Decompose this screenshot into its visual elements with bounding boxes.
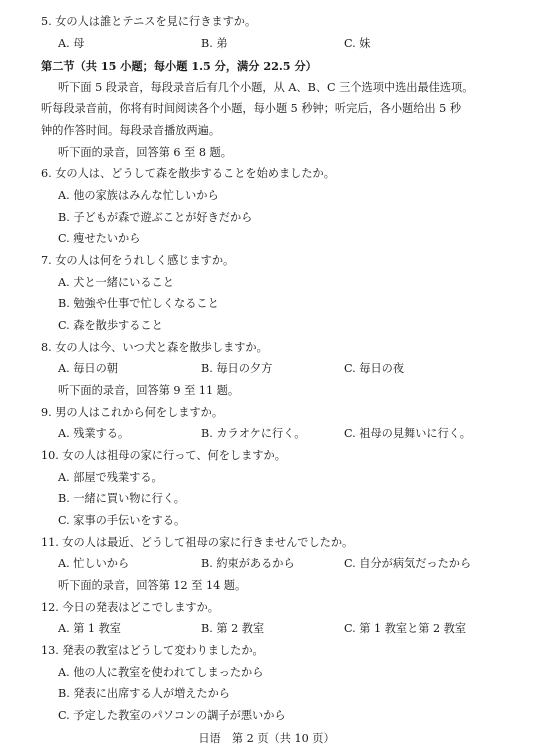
q7-stem: 7. 女の人は何をうれしく感じますか。: [41, 254, 235, 267]
q9-option-c: C. 祖母の見舞いに行く。: [344, 427, 471, 440]
q7-option-b: B. 勉強や仕事で忙しくなること: [58, 297, 219, 310]
page-footer: 日语 第 2 页（共 10 页）: [198, 732, 335, 745]
q5-option-b: B. 弟: [201, 37, 228, 50]
q8-stem: 8. 女の人は今、いつ犬と森を散歩しますか。: [41, 341, 268, 354]
q5-option-c: C. 妹: [344, 37, 371, 50]
q6-option-b: B. 子どもが森で遊ぶことが好きだから: [58, 211, 253, 224]
q10-stem: 10. 女の人は祖母の家に行って、何をしますか。: [41, 449, 286, 462]
section2-heading: 第二节（共 15 小题；每小题 1.5 分，满分 22.5 分）: [41, 59, 317, 73]
q12-stem: 12. 今日の発表はどこでしますか。: [41, 601, 219, 614]
q13-stem: 13. 発表の教室はどうして変わりましたか。: [41, 644, 264, 657]
q9-stem: 9. 男の人はこれから何をしますか。: [41, 406, 224, 419]
q5-stem: 5. 女の人は誰とテニスを見に行きますか。: [41, 15, 257, 28]
q11-option-a: A. 忙しいから: [58, 557, 130, 570]
q9-option-b: B. カラオケに行く。: [201, 427, 306, 440]
listen-instruction-12-14: 听下面的录音，回答第 12 至 14 题。: [58, 579, 247, 592]
section2-instruction-line1: 听下面 5 段录音，每段录音后有几个小题，从 A、B、C 三个选项中选出最佳选项。: [58, 81, 474, 94]
listen-instruction-9-11: 听下面的录音，回答第 9 至 11 题。: [58, 384, 240, 397]
q6-stem: 6. 女の人は、どうして森を散歩することを始めましたか。: [41, 167, 335, 180]
q11-option-c: C. 自分が病気だったから: [344, 557, 472, 570]
q9-option-a: A. 残業する。: [58, 427, 130, 440]
q13-option-c: C. 予定した教室のパソコンの調子が悪いから: [58, 709, 286, 722]
q13-option-a: A. 他の人に教室を使われてしまったから: [58, 666, 264, 679]
q10-option-b: B. 一緒に買い物に行く。: [58, 492, 185, 505]
q11-option-b: B. 約束があるから: [201, 557, 295, 570]
q5-option-a: A. 母: [58, 37, 85, 50]
q8-option-b: B. 毎日の夕方: [201, 362, 273, 375]
listen-instruction-6-8: 听下面的录音，回答第 6 至 8 题。: [58, 146, 232, 159]
q8-option-c: C. 毎日の夜: [344, 362, 405, 375]
q13-option-b: B. 発表に出席する人が増えたから: [58, 687, 230, 700]
q12-option-c: C. 第 1 教室と第 2 教室: [344, 622, 467, 635]
q10-option-c: C. 家事の手伝いをする。: [58, 514, 186, 527]
q12-option-a: A. 第 1 教室: [58, 622, 121, 635]
section2-instruction-line2: 听每段录音前，你将有时间阅读各个小题，每小题 5 秒钟；听完后，各小题给出 5 秒: [41, 102, 462, 115]
q6-option-a: A. 他の家族はみんな忙しいから: [58, 189, 219, 202]
q11-stem: 11. 女の人は最近、どうして祖母の家に行きませんでしたか。: [41, 536, 354, 549]
section2-instruction-line3: 钟的作答时间。每段录音播放两遍。: [41, 124, 221, 137]
q6-option-c: C. 痩せたいから: [58, 232, 141, 245]
q10-option-a: A. 部屋で残業する。: [58, 471, 163, 484]
q12-option-b: B. 第 2 教室: [201, 622, 265, 635]
q7-option-c: C. 森を散歩すること: [58, 319, 163, 332]
q8-option-a: A. 毎日の朝: [58, 362, 118, 375]
q7-option-a: A. 犬と一緒にいること: [58, 276, 174, 289]
